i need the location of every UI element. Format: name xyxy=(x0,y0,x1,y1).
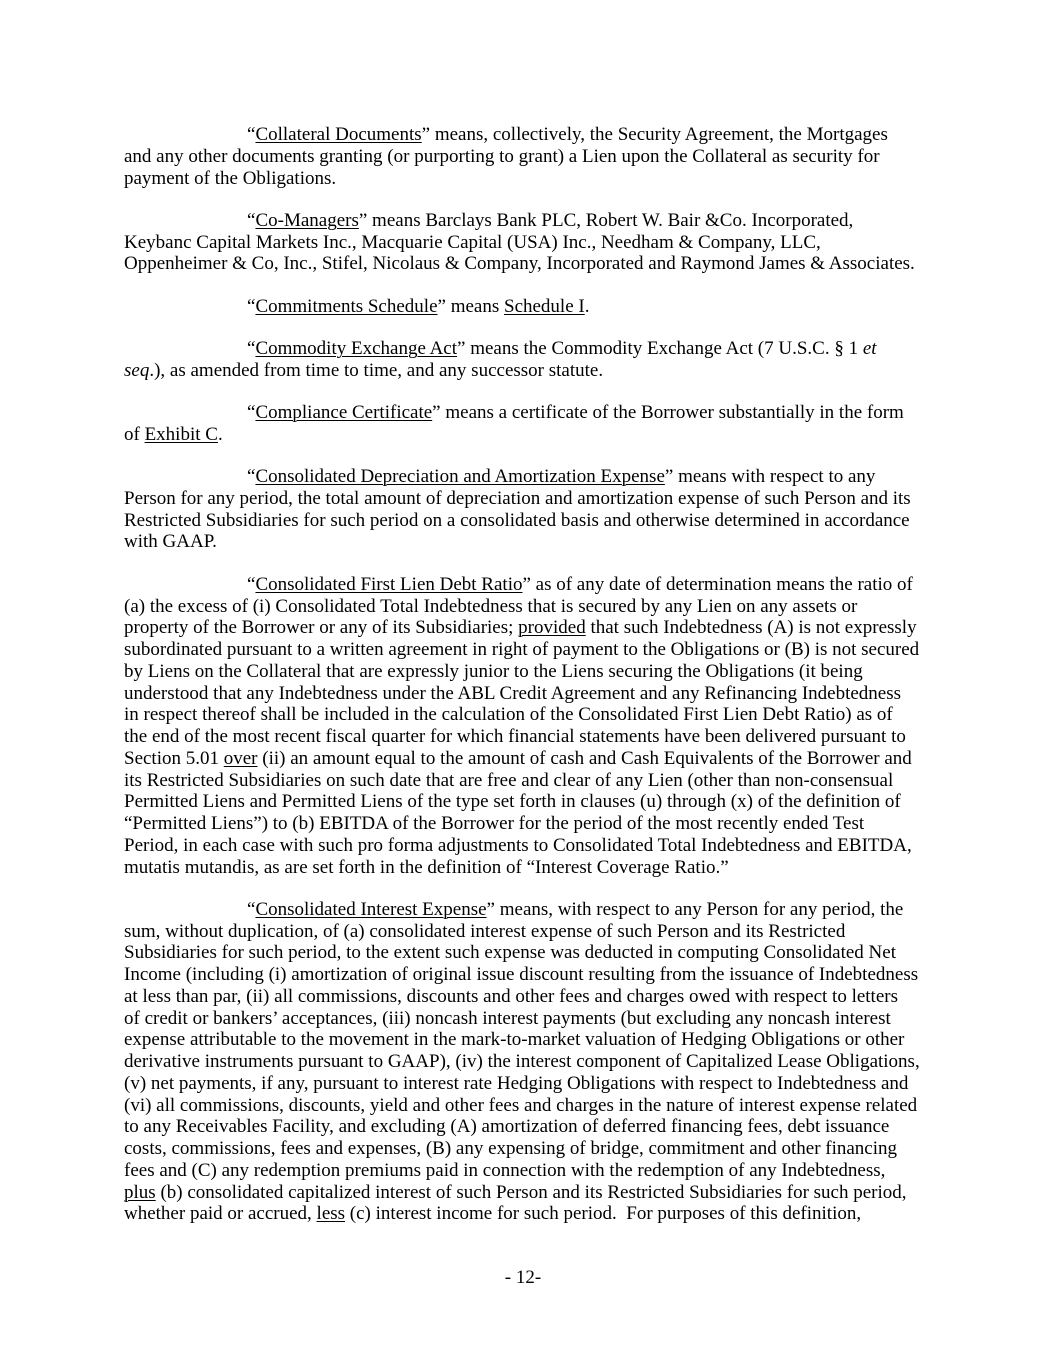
defined-term: Consolidated Interest Expense xyxy=(255,898,487,920)
text-run: fees and (C) any redemption premiums paid in connection with the redemption of any Indebtedness, xyxy=(124,1159,886,1181)
text-run: ” means, collectively, the Security Agreement, the Mortgages xyxy=(421,124,888,145)
text-line xyxy=(124,1008,924,1030)
text-run: ” means xyxy=(437,295,504,317)
text-line xyxy=(124,1095,924,1117)
text-line xyxy=(124,835,924,857)
text-line xyxy=(124,510,924,532)
text-run: by Liens on the Collateral that are expressly junior to the Liens securing the Obligations (it being xyxy=(124,660,863,682)
text-run: at less than par, (ii) all commissions, discounts and other fees and charges owed with respect to letters xyxy=(124,985,898,1007)
text-run: (a) the excess of (i) Consolidated Total Indebtedness that is secured by any Lien on any assets or xyxy=(124,595,858,617)
definition-paragraph xyxy=(124,210,924,275)
text-line xyxy=(124,899,924,921)
text-line xyxy=(124,683,924,705)
text-run: understood that any Indebtedness under the ABL Credit Agreement and any Refinancing Indebtedness xyxy=(124,682,902,704)
text-line xyxy=(124,596,924,618)
page-number: - 12- xyxy=(504,1267,542,1288)
text-run: whether paid or accrued, xyxy=(124,1203,317,1225)
text-run: “ xyxy=(247,573,256,595)
text-line xyxy=(124,168,924,190)
text-run: (b) consolidated capitalized interest of such Person and its Restricted Subsidiaries for such period, xyxy=(155,1181,907,1203)
definition-paragraph xyxy=(124,574,924,879)
text-line xyxy=(124,726,924,748)
text-run: Subsidiaries for such period, to the extent such expense was deducted in computing Consolidated Net xyxy=(124,942,896,964)
text-line xyxy=(124,424,924,446)
text-run: “ xyxy=(247,898,256,920)
text-run: .), as amended from time to time, and any successor statute. xyxy=(149,359,604,381)
text-line xyxy=(124,232,924,254)
text-run: ” means with respect to any xyxy=(664,466,876,488)
text-line xyxy=(124,146,924,168)
text-run: Restricted Subsidiaries for such period on a consolidated basis and otherwise determined in accordance xyxy=(124,509,910,531)
defined-term: less xyxy=(316,1203,346,1225)
defined-term: Collateral Documents xyxy=(255,124,422,145)
text-run: “ xyxy=(247,209,256,231)
text-run: payment of the Obligations. xyxy=(124,167,337,189)
text-run: (ii) an amount equal to the amount of cash and Cash Equivalents of the Borrower and xyxy=(257,747,912,769)
text-line xyxy=(124,338,924,360)
text-line xyxy=(124,661,924,683)
text-line xyxy=(124,1116,924,1138)
text-line xyxy=(124,748,924,770)
text-run: “Permitted Liens”) to (b) EBITDA of the Borrower for the period of the most recently ended Test xyxy=(124,813,865,835)
document-body xyxy=(124,124,924,1246)
text-run: derivative instruments pursuant to GAAP), (iv) the interest component of Capitalized Lease Obligations, xyxy=(124,1051,920,1073)
defined-term: over xyxy=(223,747,258,769)
definition-paragraph xyxy=(124,338,924,382)
text-run: costs, commissions, fees and expenses, (B) any expensing of bridge, commitment and other financing xyxy=(124,1138,898,1160)
text-run: “ xyxy=(247,466,256,488)
text-line xyxy=(124,466,924,488)
text-line xyxy=(124,1051,924,1073)
text-run: property of the Borrower or any of its Subsidiaries; xyxy=(124,617,519,639)
text-run: sum, without duplication, of (a) consolidated interest expense of such Person and its Restricted xyxy=(124,920,846,942)
text-run: that such Indebtedness (A) is not expressly xyxy=(585,617,917,639)
text-run: the end of the most recent fiscal quarter for which financial statements have been delivered pursuant to xyxy=(124,726,906,748)
text-run: with GAAP. xyxy=(124,531,217,553)
text-line xyxy=(124,770,924,792)
text-line xyxy=(124,124,924,146)
text-run: expense attributable to the movement in the mark-to-market valuation of Hedging Obligations or other xyxy=(124,1029,905,1051)
text-line xyxy=(124,574,924,596)
italic-text: et xyxy=(862,338,877,360)
text-run: mutatis mutandis, as are set forth in the definition of “Interest Coverage Ratio.” xyxy=(124,856,729,878)
definition-paragraph xyxy=(124,296,924,318)
text-run: “ xyxy=(247,338,256,360)
text-run: . xyxy=(584,295,590,317)
text-line xyxy=(124,791,924,813)
text-line xyxy=(124,921,924,943)
text-line xyxy=(124,704,924,726)
text-line xyxy=(124,1073,924,1095)
text-line xyxy=(124,1160,924,1182)
text-line xyxy=(124,402,924,424)
text-line xyxy=(124,1029,924,1051)
defined-term: provided xyxy=(518,617,586,639)
text-run: in respect thereof shall be included in the calculation of the Consolidated First Lien Debt Ratio) as of xyxy=(124,704,893,726)
definition-paragraph xyxy=(124,899,924,1225)
definition-paragraph xyxy=(124,402,924,446)
text-line xyxy=(124,1138,924,1160)
text-line xyxy=(124,488,924,510)
text-line xyxy=(124,210,924,232)
text-run: Period, in each case with such pro forma adjustments to Consolidated Total Indebtedness and EBITDA, xyxy=(124,834,912,856)
text-run: “ xyxy=(247,124,256,145)
defined-term: Commodity Exchange Act xyxy=(255,338,458,360)
text-line xyxy=(124,857,924,879)
defined-term: Co-Managers xyxy=(255,209,359,231)
text-run: subordinated pursuant to a written agreement in right of payment to the Obligations or (B) is not secured xyxy=(124,639,920,661)
text-run: of xyxy=(124,423,145,445)
text-line xyxy=(124,986,924,1008)
text-run: ” means a certificate of the Borrower substantially in the form xyxy=(432,402,904,424)
text-run: Keybanc Capital Markets Inc., Macquarie Capital (USA) Inc., Needham & Company, LLC, xyxy=(124,231,821,253)
definition-paragraph xyxy=(124,466,924,553)
text-run: Person for any period, the total amount of depreciation and amortization expense of such Person and its xyxy=(124,487,911,509)
text-line xyxy=(124,617,924,639)
text-run: Section 5.01 xyxy=(124,747,224,769)
text-run: “ xyxy=(247,402,256,424)
text-run: ” means Barclays Bank PLC, Robert W. Bair &Co. Incorporated, xyxy=(358,209,854,231)
text-line xyxy=(124,1182,924,1204)
defined-term: Consolidated First Lien Debt Ratio xyxy=(255,573,523,595)
text-run: (vi) all commissions, discounts, yield and other fees and charges in the nature of interest expense related xyxy=(124,1094,918,1116)
text-line xyxy=(124,942,924,964)
text-line xyxy=(124,253,924,275)
text-run: (v) net payments, if any, pursuant to interest rate Hedging Obligations with respect to Indebtedness and xyxy=(124,1072,909,1094)
text-line xyxy=(124,1203,924,1225)
text-run: to any Receivables Facility, and excluding (A) amortization of deferred financing fees, debt issuance xyxy=(124,1116,890,1138)
text-run: Income (including (i) amortization of original issue discount resulting from the issuance of Indebtedness xyxy=(124,964,919,986)
defined-term: Commitments Schedule xyxy=(255,295,438,317)
text-run: ” as of any date of determination means the ratio of xyxy=(522,573,913,595)
defined-term: plus xyxy=(124,1181,156,1203)
text-line xyxy=(124,531,924,553)
text-line xyxy=(124,296,924,318)
text-run: . xyxy=(217,423,223,445)
text-line xyxy=(124,639,924,661)
defined-term: Schedule I xyxy=(504,295,585,317)
text-line xyxy=(124,813,924,835)
text-run: ” means, with respect to any Person for any period, the xyxy=(486,898,904,920)
text-run: Oppenheimer & Co, Inc., Stifel, Nicolaus & Company, Incorporated and Raymond James & Associates. xyxy=(124,253,915,275)
defined-term: Consolidated Depreciation and Amortization Expense xyxy=(255,466,665,488)
text-run: and any other documents granting (or purporting to grant) a Lien upon the Collateral as security for xyxy=(124,145,880,167)
text-run: “ xyxy=(247,295,256,317)
italic-text: seq xyxy=(124,359,150,381)
text-run: its Restricted Subsidiaries on such date that are free and clear of any Lien (other than non-consensual xyxy=(124,769,894,791)
text-run: (c) interest income for such period. For purposes of this definition, xyxy=(345,1203,862,1225)
text-line xyxy=(124,964,924,986)
text-run: ” means the Commodity Exchange Act (7 U.S.C. § 1 xyxy=(457,338,863,360)
text-line xyxy=(124,360,924,382)
text-run: Permitted Liens and Permitted Liens of the type set forth in clauses (u) through (x) of the definition of xyxy=(124,791,901,813)
definition-paragraph xyxy=(124,124,924,189)
defined-term: Compliance Certificate xyxy=(255,402,433,424)
text-run: of credit or bankers’ acceptances, (iii) noncash interest payments (but excluding any noncash interest xyxy=(124,1007,891,1029)
defined-term: Exhibit C xyxy=(144,423,218,445)
